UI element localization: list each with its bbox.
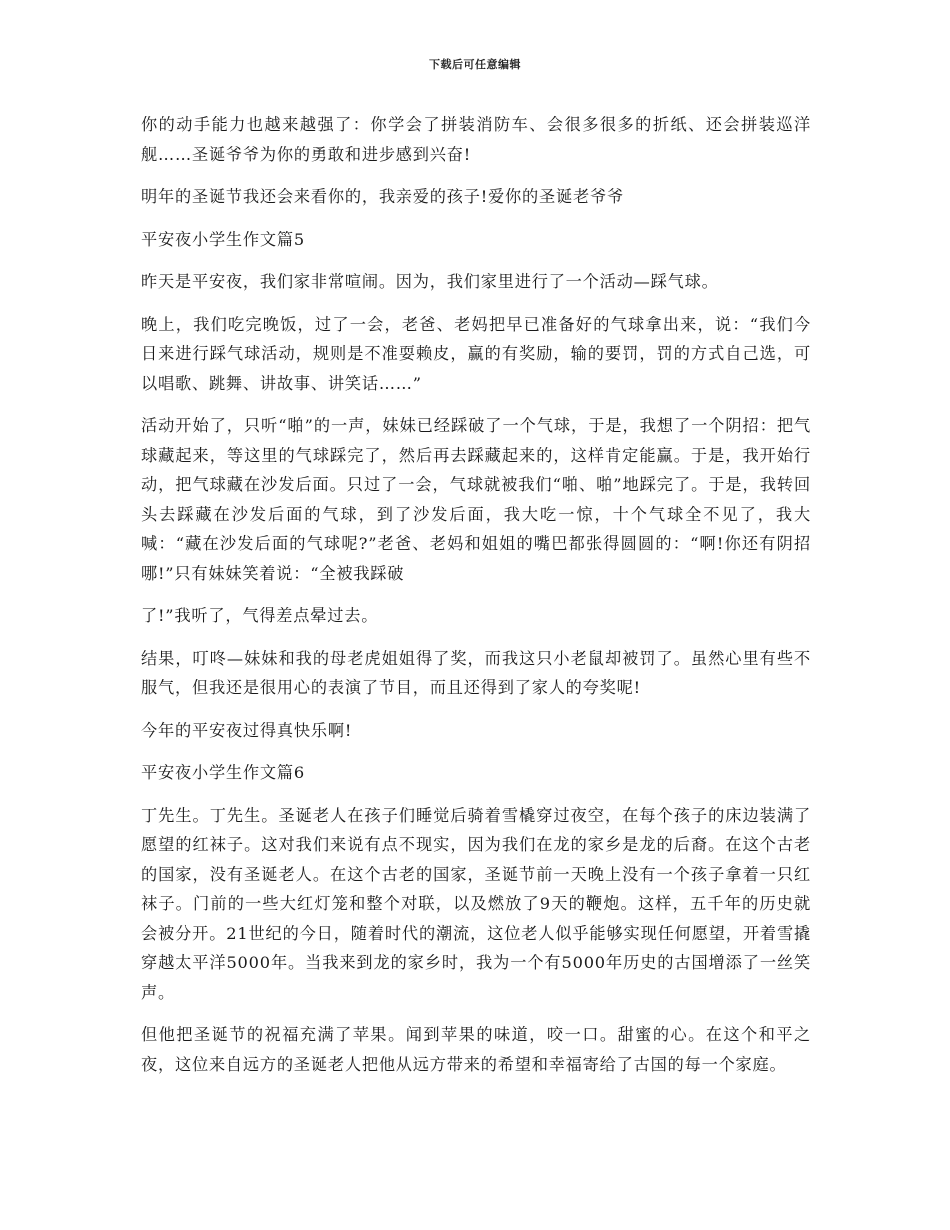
page-header: 下载后可任意编辑 bbox=[429, 58, 521, 71]
paragraph: 但他把圣诞节的祝福充满了苹果。闻到苹果的味道，咬一口。甜蜜的心。在这个和平之夜，这位来自远方的圣诞老人把他从远方带来的希望和幸福寄给了古国的每一个家庭。 bbox=[141, 1025, 811, 1074]
paragraph: 活动开始了，只听“啪”的一声，妹妹已经踩破了一个气球，于是，我想了一个阴招：把气球藏起来，等这里的气球踩完了，然后再去踩藏起来的，这样肯定能赢。于是，我开始行动，把气球藏在沙发后面。只过了一会，气球就被我们“啪、啪”地踩完了。于是，我转回头去踩藏在沙发后面的气球，到了沙发后面，我大吃一惊，十个气球全不见了，我大喊：“藏在沙发后面的气球呢?”老爸、老妈和姐姐的嘴巴都张得圆圆的：“啊!你还有阴招哪!”只有妹妹笑着说：“全被我踩破 bbox=[141, 416, 811, 583]
paragraph: 你的动手能力也越来越强了：你学会了拼装消防车、会很多很多的折纸、还会拼装巡洋舰……圣诞爷爷为你的勇敢和进步感到兴奋! bbox=[141, 115, 811, 164]
paragraph: 结果，叮咚—妹妹和我的母老虎姐姐得了奖，而我这只小老鼠却被罚了。虽然心里有些不服气，但我还是很用心的表演了节目，而且还得到了家人的夸奖呢! bbox=[141, 648, 811, 697]
document-body bbox=[141, 110, 811, 1092]
paragraph: 了!”我听了，气得差点晕过去。 bbox=[141, 606, 379, 625]
paragraph: 晚上，我们吃完晚饭，过了一会，老爸、老妈把早已准备好的气球拿出来，说：“我们今日来进行踩气球活动，规则是不准耍赖皮，赢的有奖励，输的要罚，罚的方式自己选，可以唱歌、跳舞、讲故事、讲笑话……” bbox=[141, 314, 811, 393]
paragraph: 今年的平安夜过得真快乐啊! bbox=[141, 720, 353, 740]
paragraph: 丁先生。丁先生。圣诞老人在孩子们睡觉后骑着雪橇穿过夜空，在每个孩子的床边装满了愿望的红袜子。这对我们来说有点不现实，因为我们在龙的家乡是龙的后裔。在这个古老的国家，没有圣诞老人。在这个古老的国家，圣诞节前一天晚上没有一个孩子拿着一只红袜子。门前的一些大红灯笼和整个对联，以及燃放了9天的鞭炮。这样，五千年的历史就会被分开。21世纪的今日，随着时代的潮流，这位老人似乎能够实现任何愿望，开着雪撬穿越太平洋5000年。当我来到龙的家乡时，我为一个有5000年历史的古国增添了一丝笑声。 bbox=[141, 805, 811, 1002]
section-title: 平安夜小学生作文篇6 bbox=[141, 763, 305, 782]
paragraph: 昨天是平安夜，我们家非常喧闹。因为，我们家里进行了一个活动—踩气球。 bbox=[141, 272, 719, 291]
paragraph: 明年的圣诞节我还会来看你的，我亲爱的孩子!爱你的圣诞老爷爷 bbox=[141, 187, 624, 206]
section-title: 平安夜小学生作文篇5 bbox=[141, 229, 305, 249]
